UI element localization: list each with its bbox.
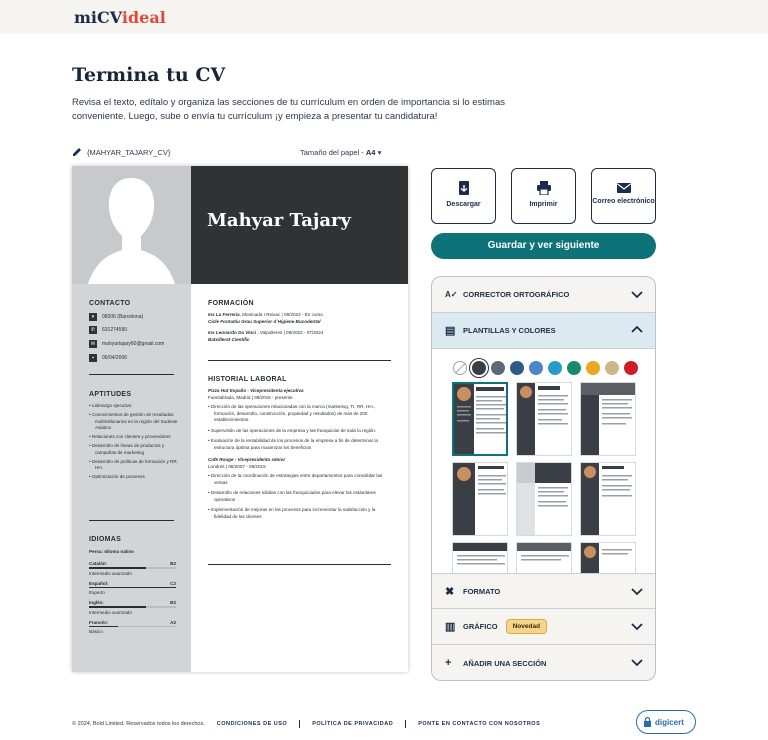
- spellcheck-section[interactable]: [432, 277, 656, 313]
- add-section-section[interactable]: [432, 645, 656, 681]
- chart-icon: ▥: [445, 621, 456, 633]
- paper-size-selector[interactable]: [300, 148, 381, 157]
- graphic-section[interactable]: [432, 609, 656, 645]
- page-subtitle: Revisa el texto, edítalo y organiza las secciones de tu currículum en orden de importancia si lo estimas conveniente. Luego, sube o envía tu currículum ¡y empieza a presentar tu candidatura!: [72, 97, 505, 122]
- job-meta: Fuenlabrada, Madrid | 09/2015 - presente: [208, 394, 293, 400]
- template-thumbnail[interactable]: [516, 382, 572, 456]
- template-thumbnail[interactable]: [452, 542, 508, 573]
- location-icon: ▾: [89, 313, 97, 321]
- paper-size-label: Tamaño del papel -: [300, 148, 364, 157]
- skills-list: [89, 403, 181, 483]
- download-label: Descargar: [446, 201, 481, 208]
- contact-phone: [89, 326, 127, 334]
- top-bar: [0, 0, 768, 34]
- color-swatch[interactable]: [586, 361, 600, 375]
- save-and-next-button[interactable]: Guardar y ver siguiente: [431, 233, 656, 259]
- digicert-badge[interactable]: [636, 710, 696, 734]
- email-label: Correo electrónico: [592, 198, 655, 205]
- contact-birthdate: [89, 354, 127, 362]
- spellcheck-label: CORRECTOR ORTOGRÁFICO: [463, 290, 570, 299]
- contact-heading: CONTACTO: [89, 300, 131, 307]
- template-thumbnail[interactable]: [580, 382, 636, 456]
- lock-icon: [643, 717, 652, 727]
- color-swatch[interactable]: [510, 361, 524, 375]
- color-swatch[interactable]: [472, 361, 486, 375]
- skill-item: • Conocimientos de gestión de resultados multimillonarios en la región del Sudeste Asiático: [89, 411, 178, 431]
- skill-item: • Optimización de procesos: [89, 474, 145, 480]
- job-bullet: • Desarrollo de relaciones sólidas con las franquiciados para elevar los estándares operativos: [208, 490, 376, 502]
- language-code: B2: [170, 561, 176, 566]
- chevron-down-icon: [631, 621, 643, 631]
- divider: [299, 720, 300, 728]
- color-swatch[interactable]: [529, 361, 543, 375]
- divider: [208, 360, 391, 361]
- templates-gallery: [432, 349, 656, 573]
- school-name: Ins Leonardo Da Vinci: [208, 330, 257, 335]
- education-heading: FORMACIÓN: [208, 300, 254, 307]
- job-role: Pizza Hut España - Vicepresidenta ejecutiva: [208, 388, 304, 393]
- language-item: [89, 581, 176, 596]
- language-code: A2: [170, 619, 176, 625]
- job-bullet: • Implementación de mejoras en los procesos para incrementar la satisfacción y la fidelidad de los clientes: [208, 507, 376, 519]
- school-detail: , Valpolleres | 09/2022 - 07/2024: [256, 330, 324, 335]
- logo-part-1: miCV: [74, 8, 122, 27]
- school-name: Ins La Ferreria: [208, 312, 240, 317]
- privacy-link[interactable]: POLÍTICA DE PRIVACIDAD: [312, 721, 394, 727]
- job-meta: Londres | 08/2007 - 09/2015: [208, 463, 266, 469]
- spellcheck-icon: A✓: [445, 290, 458, 299]
- course-name: Batxillerat Cientific: [208, 336, 250, 342]
- caret-down-icon: ▾: [377, 148, 382, 157]
- skills-heading: APTITUDES: [89, 391, 132, 398]
- pencil-icon: [72, 147, 82, 157]
- work-list: [208, 388, 391, 524]
- calendar-icon: ▪: [89, 354, 97, 362]
- languages-heading: IDIOMAS: [89, 536, 122, 543]
- cv-filename-row[interactable]: [72, 147, 170, 157]
- language-level: Experto: [89, 590, 105, 595]
- divider: [208, 564, 391, 565]
- color-swatch[interactable]: [491, 361, 505, 375]
- footer: [72, 720, 540, 728]
- print-button[interactable]: [511, 168, 576, 224]
- template-thumbnail[interactable]: [452, 462, 508, 536]
- language-item: [89, 561, 176, 576]
- languages-list: [89, 549, 176, 639]
- templates-section[interactable]: [432, 313, 656, 349]
- contact-address: [89, 313, 143, 321]
- copyright: © 2024, Bold Limited. Reservados todos los derechos.: [72, 721, 205, 727]
- printer-icon: [536, 181, 552, 195]
- skill-item: • Desarrollo de líneas de productos y campañas de marketing: [89, 443, 165, 455]
- customize-panel: [431, 276, 656, 681]
- color-swatch[interactable]: [605, 361, 619, 375]
- job-bullet: • Supervisión de las operaciones de la empresa y las franquicias de toda la región.: [208, 427, 377, 433]
- language-level-bar: [89, 587, 176, 589]
- color-swatches: [453, 361, 638, 375]
- school-detail: , Montcada I Reixac | 09/2024 - En curso: [239, 312, 323, 317]
- plus-icon: +: [445, 657, 452, 669]
- template-thumbnail[interactable]: [516, 542, 572, 573]
- template-thumbnail[interactable]: [516, 462, 572, 536]
- language-level: Intermedio avanzado: [89, 609, 132, 615]
- terms-link[interactable]: CONDICIONES DE USO: [216, 721, 288, 727]
- template-thumbnail[interactable]: [452, 382, 508, 456]
- profile-photo-placeholder: [72, 166, 191, 284]
- skill-item: • Liderazgo ejecutivo: [89, 403, 132, 408]
- download-button[interactable]: [431, 168, 496, 224]
- email-button[interactable]: [591, 168, 656, 224]
- tools-icon: ✖: [445, 585, 455, 598]
- add-section-label: AÑADIR UNA SECCIÓN: [463, 658, 547, 668]
- language-code: B2: [170, 600, 176, 605]
- language-level: Intermedio avanzado: [89, 570, 132, 576]
- no-color-swatch[interactable]: [453, 361, 467, 375]
- digicert-label: digicert: [655, 717, 684, 727]
- language-name: Inglés:: [89, 600, 104, 605]
- cv-preview: [72, 166, 408, 672]
- phone-icon: ✆: [90, 327, 96, 333]
- language-level-bar: [89, 606, 176, 608]
- job-bullet: • Dirección de la coordinación de estrategias entre departamentos para consolidar las ventas: [208, 473, 383, 485]
- language-name: Francés:: [89, 619, 109, 625]
- mail-icon: ✉: [90, 341, 96, 347]
- education-list: [208, 312, 391, 343]
- language-name: Español:: [89, 580, 109, 586]
- chevron-down-icon: [631, 586, 643, 596]
- cv-header: [191, 166, 408, 284]
- color-swatch[interactable]: [548, 361, 562, 375]
- page-title: Termina tu CV: [72, 64, 226, 86]
- language-level-bar: [89, 567, 176, 569]
- skill-item: • Desarrollo de políticas de formación y RR. HH.: [89, 458, 178, 471]
- work-heading: HISTORIAL LABORAL: [208, 376, 287, 383]
- contact-link[interactable]: PONTE EN CONTACTO CON NOSOTROS: [418, 721, 541, 727]
- print-label: Imprimir: [529, 201, 558, 208]
- divider: [89, 374, 174, 375]
- format-label: FORMATO: [463, 586, 501, 596]
- graphic-label: GRÁFICO: [463, 622, 498, 631]
- download-icon: [456, 181, 472, 195]
- templates-label: PLANTILLAS Y COLORES: [463, 326, 556, 335]
- contact-phone-text: 631274590: [102, 327, 128, 333]
- divider: [89, 520, 174, 521]
- logo-part-2: ideal: [121, 8, 166, 27]
- contact-birthdate-text: 06/04/2006: [102, 355, 128, 361]
- language-name: Catalán:: [89, 561, 108, 566]
- mail-icon: [616, 181, 632, 195]
- chevron-down-icon: [631, 657, 643, 667]
- job-bullet: • Dirección de las operaciones relacionadas con la marca (marketing, TI, RR. HH., formación, desarrollo, construcción, propiedad y resultados) de más de 200 establecimientos.: [208, 404, 376, 422]
- course-name: Cicle Formatiu Grau Superior d´Higiene Bucodental: [208, 318, 321, 324]
- contact-email-text: mahyartajary60@gmail.com: [102, 341, 165, 347]
- cv-filename: {MAHYAR_TAJARY_CV}: [87, 147, 171, 157]
- color-swatch[interactable]: [624, 361, 638, 375]
- template-thumbnail[interactable]: [580, 542, 636, 573]
- job-bullet: • Evaluación de la rentabilidad de los procesos de la empresa a fin de determinar la estructura óptima para maximizar los beneficios: [208, 438, 378, 450]
- contact-address-text: 08206 (Barcelona): [102, 314, 144, 320]
- brand-logo[interactable]: [74, 8, 166, 27]
- contact-email: [89, 340, 164, 348]
- new-badge: Novedad: [506, 619, 547, 634]
- language-level-bar: [89, 626, 176, 628]
- language-item: [89, 600, 176, 615]
- language-item: [89, 620, 176, 635]
- chevron-up-icon: [631, 325, 643, 335]
- document-icon: ▤: [445, 325, 456, 337]
- format-section[interactable]: [432, 573, 656, 609]
- language-code: C2: [170, 580, 176, 586]
- language-level: Básico: [89, 629, 103, 634]
- skill-item: • Relaciones con clientes y proveedores: [89, 434, 171, 440]
- job-role: Café Rouge - Vicepresidenta sénior: [208, 457, 286, 462]
- chevron-down-icon: [631, 289, 643, 299]
- cv-name: Mahyar Tajary: [207, 210, 351, 231]
- template-thumbnail[interactable]: [580, 462, 636, 536]
- color-swatch[interactable]: [567, 361, 581, 375]
- native-language: Persa: Idioma nativo: [89, 549, 134, 554]
- paper-size-value: A4: [365, 148, 376, 157]
- divider: [405, 720, 406, 728]
